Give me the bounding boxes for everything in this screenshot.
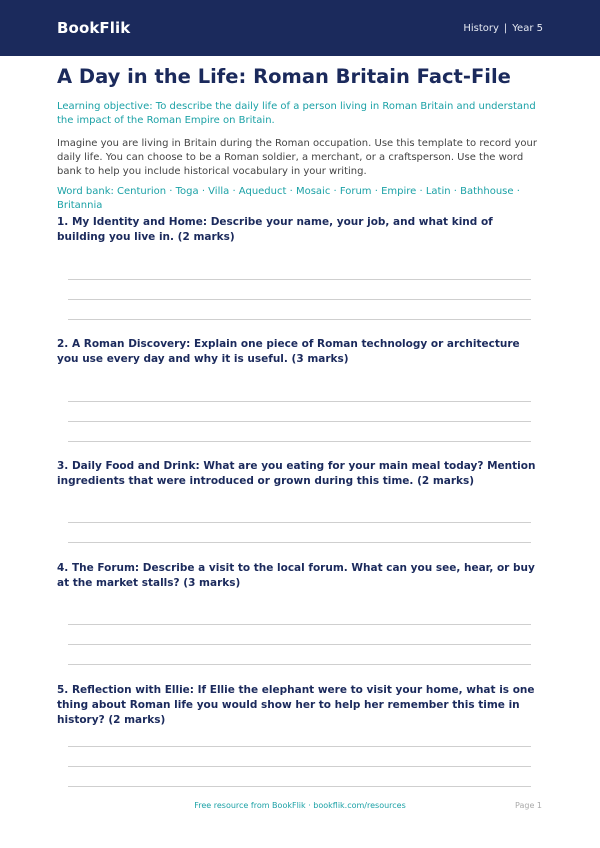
answer-line-3-1[interactable] (68, 522, 531, 523)
breadcrumb-year: Year 5 (512, 22, 543, 34)
answer-line-2-1[interactable] (68, 401, 531, 402)
breadcrumb (463, 23, 543, 34)
footer-link[interactable]: Free resource from BookFlik · bookflik.com/resources (194, 801, 406, 810)
question-4-title: 4. The Forum: Describe a visit to the local forum. What can you see, hear, or buy at the market stalls? (3 marks) (57, 562, 535, 589)
answer-line-1-2[interactable] (68, 299, 531, 300)
answer-line-4-2[interactable] (68, 644, 531, 645)
answer-line-4-1[interactable] (68, 624, 531, 625)
answer-line-5-1[interactable] (68, 746, 531, 747)
answer-line-2-3[interactable] (68, 441, 531, 442)
question-2-title: 2. A Roman Discovery: Explain one piece of Roman technology or architecture you use every day and why it is useful. (3 marks) (57, 338, 520, 365)
answer-line-1-3[interactable] (68, 319, 531, 320)
page-header (0, 0, 600, 56)
question-3-title: 3. Daily Food and Drink: What are you eating for your main meal today? Mention ingredients that were introduced or grown during this time. (2 marks) (57, 460, 536, 487)
answer-line-1-1[interactable] (68, 279, 531, 280)
page-footer (0, 801, 600, 815)
page-number: Page 1 (515, 801, 542, 810)
question-1-title: 1. My Identity and Home: Describe your name, your job, and what kind of building you live in. (2 marks) (57, 216, 493, 243)
word-bank: Word bank: Centurion · Toga · Villa · Aqueduct · Mosaic · Forum · Empire · Latin · Bathhouse · Britannia (57, 186, 520, 211)
breadcrumb-subject: History (463, 22, 499, 34)
brand-logo[interactable]: BookFlik (57, 19, 131, 37)
breadcrumb-separator: | (503, 22, 508, 34)
page-title: A Day in the Life: Roman Britain Fact-File (57, 65, 511, 88)
answer-line-2-2[interactable] (68, 421, 531, 422)
learning-objective: Learning objective: To describe the daily life of a person living in Roman Britain and understand the impact of the Roman Empire on Britain. (57, 101, 536, 126)
answer-line-3-2[interactable] (68, 542, 531, 543)
answer-line-5-3[interactable] (68, 786, 531, 787)
answer-line-5-2[interactable] (68, 766, 531, 767)
intro-text: Imagine you are living in Britain during the Roman occupation. Use this template to record your daily life. You can choose to be a Roman soldier, a merchant, or a craftsperson. Use the word bank to help you include historical vocabulary in your writing. (57, 138, 537, 177)
answer-line-4-3[interactable] (68, 664, 531, 665)
question-5-title: 5. Reflection with Ellie: If Ellie the elephant were to visit your home, what is one thing about Roman life you would show her to help her remember this time in history? (2 marks) (57, 684, 535, 726)
